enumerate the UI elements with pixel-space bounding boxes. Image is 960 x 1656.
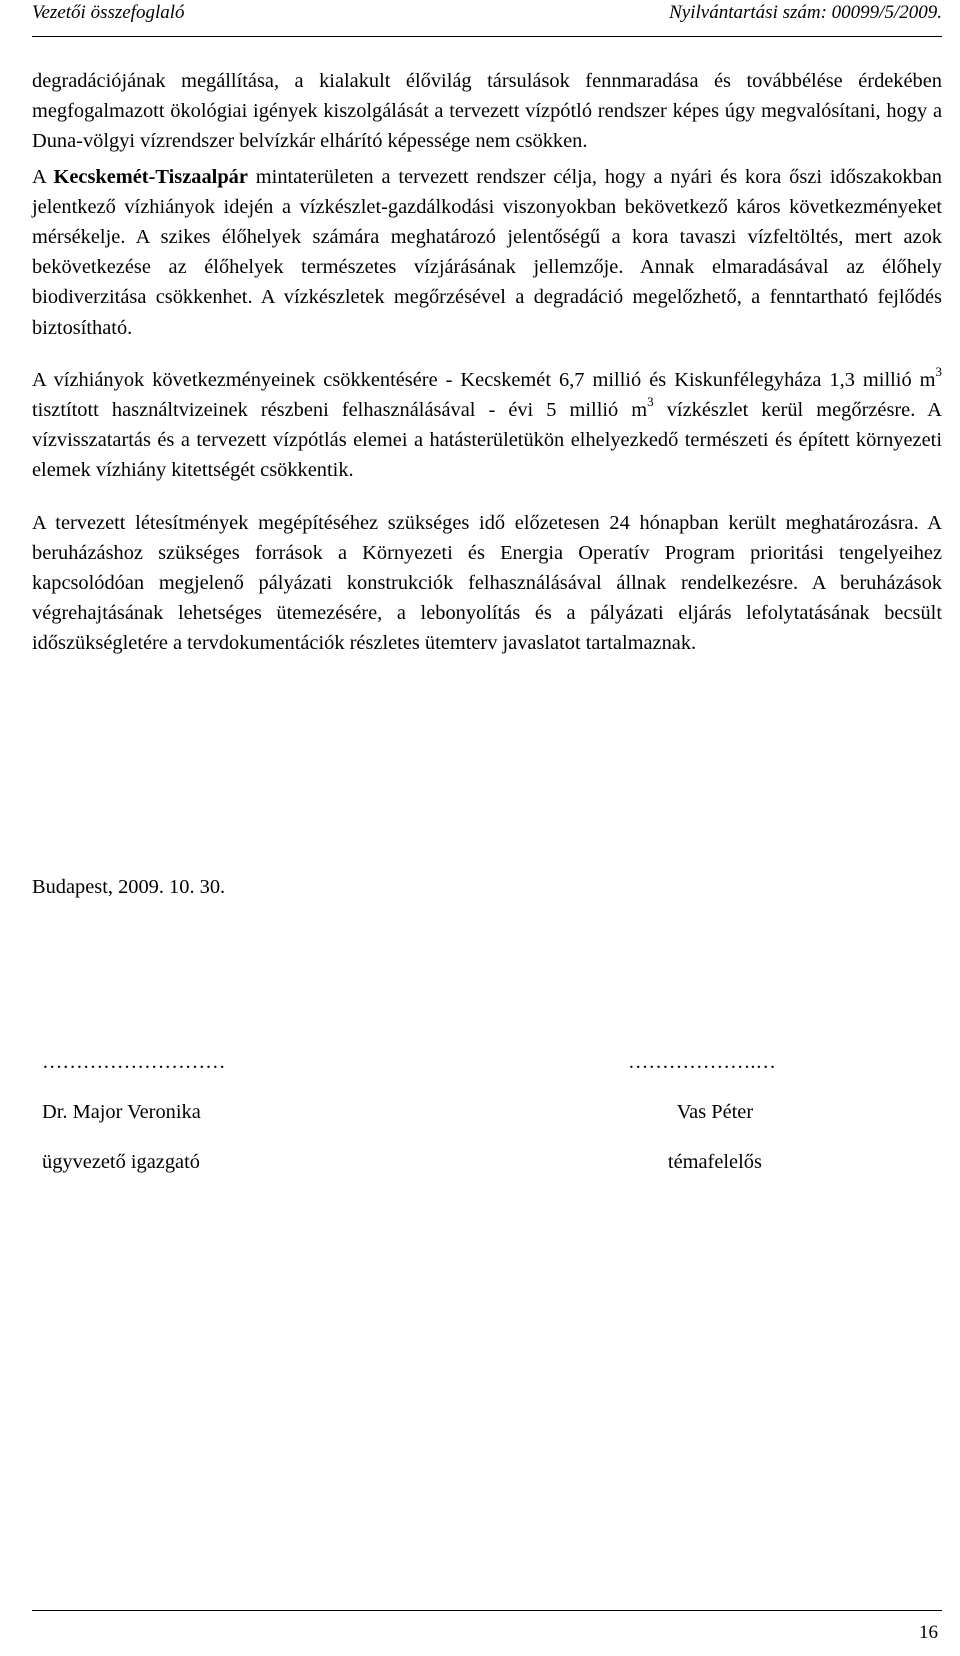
page-number: 16 — [919, 1622, 938, 1643]
paragraph-2-text: mintaterületen a tervezett rendszer célja, hogy a nyári és kora őszi időszakokban jelentkező vízhiányok idején a vízkészlet-gazdálkodási viszonyokban bekövetkező káros következményeket mérsékelje. A szikes élőhelyek számára meghatározó jelentőségű a kora tavaszi vízfeltöltés, mert azok bekövetkezése az élőhelyek természetes vízjárásának jellemzője. Annak elmaradásával az élőhely biodiverzitása csökkenhet. A vízkészletek megőrzésével a degradáció megelőzhető, a fenntartható fejlődés biztosítható. — [32, 165, 942, 339]
paragraph-3-text-b: tisztított használtvizeinek részbeni felhasználásával - évi 5 millió m — [32, 399, 648, 422]
paragraph-3 — [32, 365, 942, 486]
signature-line-left: ……………………… — [42, 1051, 226, 1073]
page-header — [32, 0, 942, 37]
superscript-3b: 3 — [647, 394, 654, 410]
signature-line-right: ……………….… — [628, 1051, 776, 1073]
paragraph-1: degradációjának megállítása, a kialakult élővilág társulások fennmaradása és továbbélése érdekében megfogalmazott ökológiai igények kiszolgálását a tervezett vízpótló rendszer képes úgy megvalósítani, hogy a Duna-völgyi vízrendszer belvízkár elhárító képessége nem csökken. — [32, 70, 942, 153]
paragraph-3-text-c: vízkészlet kerül megőrzésre. A vízvisszatartás és a tervezett vízpótlás elemei a hatásterületükön elhelyezkedő természeti és épített környezeti elemek vízhiány kitettségét csökkentik. — [32, 399, 942, 482]
header-registration-number: Nyilvántartási szám: 00099/5/2009. — [669, 2, 942, 23]
date-line: Budapest, 2009. 10. 30. — [32, 876, 226, 898]
paragraph-2 — [32, 162, 942, 343]
footer-divider — [32, 1610, 942, 1611]
signer-role-left: ügyvezető igazgató — [42, 1151, 200, 1173]
paragraph-3-text-a: A vízhiányok következményeinek csökkentésére - Kecskemét 6,7 millió és Kiskunfélegyháza 1,3 millió m — [32, 368, 936, 391]
superscript-3a: 3 — [935, 363, 942, 379]
header-title: Vezetői összefoglaló — [32, 2, 185, 23]
signer-name-left: Dr. Major Veronika — [42, 1101, 201, 1123]
signer-role-right: témafelelős — [667, 1151, 762, 1173]
document-body — [32, 66, 942, 659]
signature-left — [42, 1048, 226, 1176]
paragraph-2-bold-area: Kecskemét-Tiszaalpár — [53, 165, 248, 188]
paragraph-2-lead: A — [32, 165, 54, 188]
paragraph-4: A tervezett létesítmények megépítéséhez szükséges idő előzetesen 24 hónapban került meghatározásra. A beruházáshoz szükséges források a Környezeti és Energia Operatív Program prioritási tengelyeihez kapcsolódóan megjelenő pályázati konstrukciók felhasználásával állnak rendelkezésre. A beruházások végrehajtásának lehetséges ütemezésére, a lebonyolítás és a pályázati eljárás lefolytatásának becsült időszükségletére a tervdokumentációk részletes ütemterv javaslatot tartalmaznak. — [32, 511, 942, 655]
signer-name-right: Vas Péter — [676, 1101, 754, 1123]
signature-right — [628, 1048, 776, 1176]
